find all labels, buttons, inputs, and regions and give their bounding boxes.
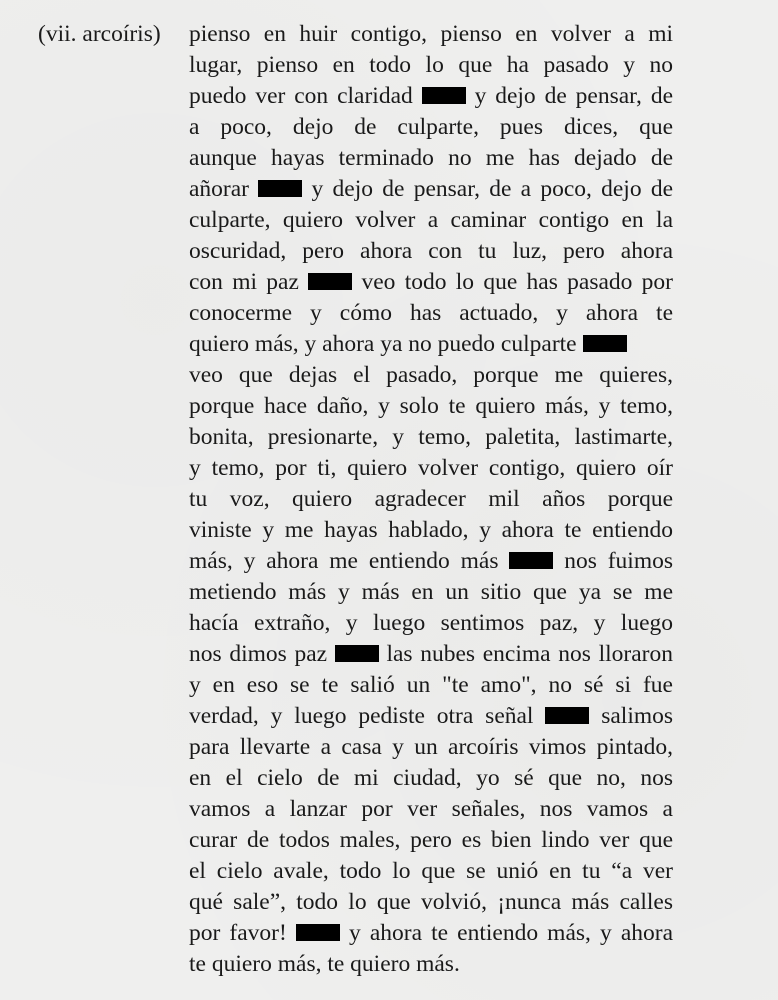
poem-text-segment: pienso en huir contigo, pienso en volver a mi	[189, 21, 673, 47]
poem-line	[189, 329, 673, 360]
poem-text-segment: y en eso se te salió un "te amo", no sé si fue	[189, 672, 673, 698]
poem-line	[189, 546, 673, 577]
poem-text-segment: bonita, presionarte, y temo, paletita, lastimarte,	[189, 424, 673, 450]
poem-text-segment: con mi paz	[189, 269, 299, 295]
poem-line	[189, 298, 673, 329]
poem-text-segment: el cielo avale, todo lo que se unió en tu “a ver	[189, 858, 673, 884]
poem-line	[189, 422, 673, 453]
poem-text-segment: verdad, y luego pediste otra señal	[189, 703, 534, 729]
poem-text-segment: veo que dejas el pasado, porque me quieres,	[189, 362, 673, 388]
poem-line	[189, 50, 673, 81]
redaction-block	[545, 707, 589, 724]
poem-text-segment: culparte, quiero volver a caminar contigo en la	[189, 207, 673, 233]
poem-text-segment: para llevarte a casa y un arcoíris vimos pintado,	[189, 734, 673, 760]
poem-text-segment: las nubes encima nos lloraron	[386, 641, 673, 667]
poem-line	[189, 794, 673, 825]
poem-text-segment: por favor!	[189, 920, 287, 946]
poem-text-segment: aunque hayas terminado no me has dejado de	[189, 145, 673, 171]
poem-text-segment: y dejo de pensar, de a poco, dejo de	[311, 176, 674, 202]
poem-line	[189, 205, 673, 236]
poem-text-segment: oscuridad, pero ahora con tu luz, pero ahora	[189, 238, 673, 264]
poem-text-segment: curar de todos males, pero es bien lindo ver que	[189, 827, 673, 853]
poem-line	[189, 949, 673, 980]
poem-text-segment: porque hace daño, y solo te quiero más, y temo,	[189, 393, 673, 419]
poem-text-segment: hacía extraño, y luego sentimos paz, y luego	[189, 610, 673, 636]
redaction-block	[296, 924, 340, 941]
section-label: (vii. arcoíris)	[38, 21, 161, 47]
poem-text	[189, 19, 673, 980]
redaction-block	[335, 645, 379, 662]
poem-text-segment: nos dimos paz	[189, 641, 328, 667]
poem-line	[189, 236, 673, 267]
poem-text-segment: en el cielo de mi ciudad, yo sé que no, nos	[189, 765, 673, 791]
poem-text-segment: te quiero más, te quiero más.	[189, 951, 460, 977]
poem-line	[189, 887, 673, 918]
poem-line	[189, 360, 673, 391]
poem-line	[189, 825, 673, 856]
poem-line	[189, 670, 673, 701]
poem-line	[189, 112, 673, 143]
redaction-block	[308, 273, 352, 290]
poem-line	[189, 143, 673, 174]
poem-text-segment: quiero más, y ahora ya no puedo culparte	[189, 331, 583, 357]
redaction-block	[422, 87, 466, 104]
poem-text-segment: puedo ver con claridad	[189, 83, 413, 109]
poem-line	[189, 515, 673, 546]
poem-line	[189, 763, 673, 794]
poem-line	[189, 391, 673, 422]
poem-line	[189, 267, 673, 298]
poem-text-segment: y ahora te entiendo más, y ahora	[349, 920, 674, 946]
poem-text-segment: veo todo lo que has pasado por	[361, 269, 673, 295]
poem-line	[189, 19, 673, 50]
poem-text-segment: metiendo más y más en un sitio que ya se me	[189, 579, 673, 605]
poem-line	[189, 484, 673, 515]
poem-text-segment: qué sale”, todo lo que volvió, ¡nunca más calles	[189, 889, 673, 915]
redaction-block	[583, 335, 627, 352]
poem-text-segment: a poco, dejo de culparte, pues dices, que	[189, 114, 673, 140]
poem-line	[189, 608, 673, 639]
poem-text-segment: y temo, por ti, quiero volver contigo, quiero oír	[189, 455, 673, 481]
poem-text-segment: nos fuimos	[564, 548, 674, 574]
poem-text-segment: tu voz, quiero agradecer mil años porque	[189, 486, 673, 512]
poem-text-segment: vamos a lanzar por ver señales, nos vamos a	[189, 796, 673, 822]
poem-line	[189, 577, 673, 608]
redaction-block	[258, 180, 302, 197]
poem-line	[189, 732, 673, 763]
poem-text-segment: conocerme y cómo has actuado, y ahora te	[189, 300, 673, 326]
poem-text-segment: y dejo de pensar, de	[474, 83, 674, 109]
poem-text-segment: viniste y me hayas hablado, y ahora te entiendo	[189, 517, 673, 543]
poem-line	[189, 856, 673, 887]
redaction-block	[509, 552, 553, 569]
poem-line	[189, 639, 673, 670]
poem-line	[189, 81, 673, 112]
poem-text-segment: más, y ahora me entiendo más	[189, 548, 499, 574]
poem-text-segment: salimos	[601, 703, 674, 729]
poem-line	[189, 453, 673, 484]
poem-line	[189, 701, 673, 732]
poem-text-segment: añorar	[189, 176, 250, 202]
poem-text-segment: lugar, pienso en todo lo que ha pasado y no	[189, 52, 673, 78]
poem-line	[189, 174, 673, 205]
poem-line	[189, 918, 673, 949]
